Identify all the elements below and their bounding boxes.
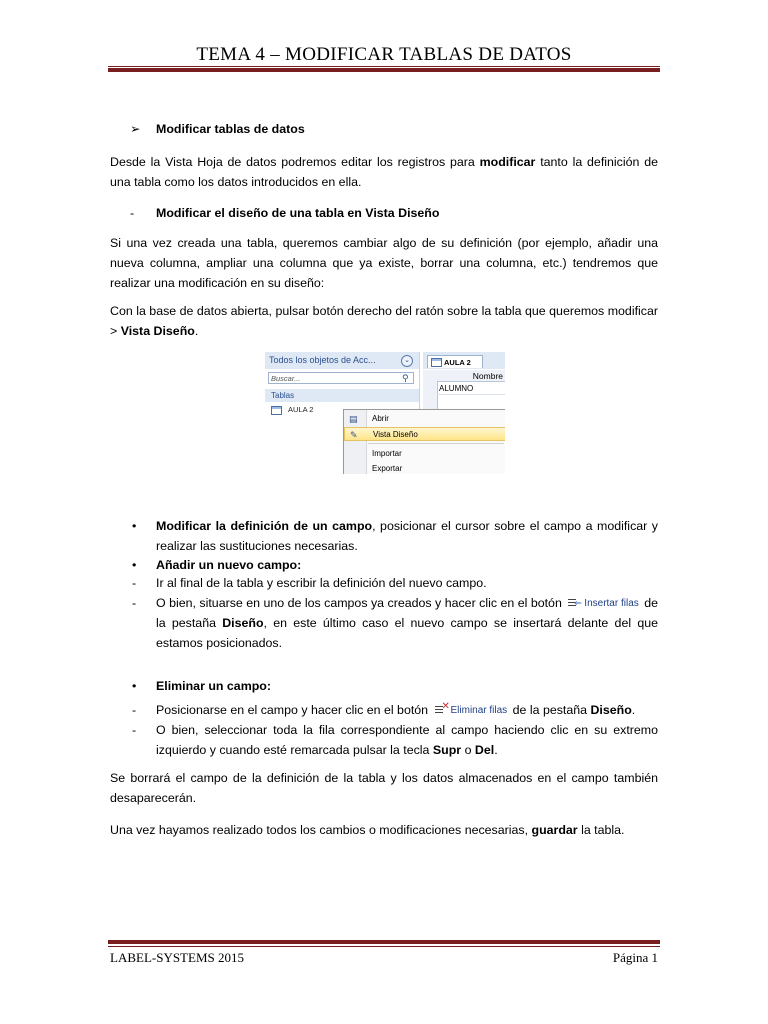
list-item-text: Ir al final de la tabla y escribir la definición del nuevo campo.	[156, 576, 487, 590]
section-heading	[110, 119, 658, 139]
intro-paragraph	[110, 152, 658, 192]
menu-item-open-label: Abrir	[372, 414, 389, 423]
list-item-bold: Eliminar un campo:	[156, 679, 271, 693]
list-item-bold: Del	[474, 743, 495, 757]
context-menu	[343, 409, 505, 474]
access-screenshot	[265, 352, 505, 474]
list-item	[110, 593, 658, 653]
column-header[interactable]: Nombre	[437, 370, 505, 382]
search-placeholder: Buscar...	[271, 374, 301, 383]
delete-rows-icon: ✕	[434, 704, 448, 716]
bullet-mark: •	[132, 679, 137, 693]
tab-aula-2[interactable]	[427, 355, 483, 368]
para3-text-1: Con la base de datos abierta, pulsar botón derecho del ratón sobre la tabla que queremos modificar >	[110, 304, 658, 338]
insert-rows-button[interactable]	[565, 596, 640, 612]
intro-text-1: Desde la Vista Hoja de datos podremos editar los registros para	[110, 155, 480, 169]
subheading-design-text: Modificar el diseño de una tabla en Vista Diseño	[156, 206, 440, 220]
list-item	[110, 573, 658, 593]
list-item-text: Posicionarse en el campo y hacer clic en el botón	[156, 703, 432, 717]
dash-mark: -	[132, 723, 137, 737]
footer-rule-thick	[108, 940, 660, 944]
page-title: TEMA 4 – MODIFICAR TABLAS DE DATOS	[196, 44, 572, 65]
menu-item-export[interactable]	[344, 462, 505, 474]
dash-mark: -	[132, 703, 137, 717]
nav-item-table-label: AULA 2	[288, 405, 314, 414]
intro-bold: modificar	[479, 155, 536, 169]
para3-text-2: .	[194, 324, 199, 338]
search-icon[interactable]: ⚲	[402, 373, 409, 383]
list-item-text: o	[461, 743, 475, 757]
table-icon	[271, 406, 282, 415]
para3-bold: Vista Diseño	[120, 324, 195, 338]
bullet-mark: •	[132, 558, 137, 572]
menu-item-design-view-label: Vista Diseño	[373, 430, 418, 439]
list-item-bold: Diseño	[222, 616, 264, 630]
list-item-bold: Añadir un nuevo campo:	[156, 558, 302, 572]
chevron-down-icon[interactable]: ⌄	[401, 355, 413, 367]
dash-mark: -	[132, 576, 137, 590]
list-item	[110, 555, 658, 575]
group-header-tables[interactable]: Tablas	[265, 389, 419, 402]
dash-mark: -	[132, 596, 137, 610]
list-item-text: , posicionar el cursor sobre el campo a modificar y realizar las sustituciones necesarias.	[156, 519, 658, 553]
insert-rows-label: Insertar filas	[584, 597, 639, 609]
paragraph-delete-result: Se borrará el campo de la definición de la tabla y los datos almacenados en el campo también desaparecerán.	[110, 771, 658, 805]
paragraph-open	[110, 301, 658, 341]
intro-text-2: tanto la definición de una tabla como los datos introducidos en ella.	[110, 155, 658, 189]
list-item-bold: Modificar la definición de un campo	[156, 519, 373, 533]
list-item-text: .	[631, 703, 636, 717]
insert-rows-icon: ⇐	[567, 597, 581, 609]
page-number: Página 1	[612, 950, 658, 965]
list-item-text: .	[494, 743, 498, 757]
search-input[interactable]	[268, 372, 414, 384]
paragraph-definition: Si una vez creada una tabla, queremos cambiar algo de su definición (por ejemplo, añadir una nueva columna, ampliar una columna que ya existe, borrar una columna, etc.) tendremos que realizar una modificación en su diseño:	[110, 236, 658, 290]
list-item-bold: Supr	[432, 743, 462, 757]
menu-item-import-label: Importar	[372, 449, 402, 458]
paragraph-save	[110, 820, 658, 840]
design-view-icon: ✎	[350, 430, 358, 440]
para5-text-2: la tabla.	[577, 823, 625, 837]
para5-bold: guardar	[531, 823, 578, 837]
list-item	[110, 516, 658, 556]
menu-item-export-label: Exportar	[372, 464, 403, 473]
list-item-text: O bien, situarse en uno de los campos ya creados y hacer clic en el botón	[156, 596, 566, 610]
delete-rows-button[interactable]	[432, 703, 510, 719]
list-item-text: de la pestaña	[509, 703, 591, 717]
menu-item-open[interactable]	[344, 412, 505, 426]
list-item-text: de la pestaña	[156, 596, 659, 630]
bullet-mark: •	[132, 519, 137, 533]
list-item	[110, 676, 658, 696]
nav-item-table[interactable]	[271, 404, 313, 415]
list-item-text: O bien, seleccionar toda la fila correspondiente al campo haciendo clic en su extremo izquierdo y cuando esté remarcada pulsar la tecla	[156, 723, 658, 757]
menu-separator	[368, 443, 504, 444]
list-item	[110, 700, 658, 720]
dash-mark: -	[130, 206, 135, 220]
header-rule-thick	[108, 68, 660, 72]
menu-item-import[interactable]	[344, 447, 505, 461]
para5-text-1: Una vez hayamos realizado todos los cambios o modificaciones necesarias,	[110, 823, 532, 837]
menu-item-design-view[interactable]	[344, 427, 505, 441]
nav-pane-title: Todos los objetos de Acc...	[269, 355, 376, 365]
footer-left: LABEL-SYSTEMS 2015	[110, 950, 244, 965]
list-item-bold: Diseño	[590, 703, 632, 717]
arrow-bullet-icon: ➢	[130, 122, 141, 136]
open-icon: ▤	[349, 414, 358, 424]
footer-rule-thin	[108, 946, 660, 947]
table-icon	[431, 358, 442, 367]
delete-rows-label: Eliminar filas	[450, 704, 508, 716]
subheading-design	[110, 203, 658, 223]
table-cell[interactable]: ALUMNO	[437, 383, 505, 395]
list-item	[110, 720, 658, 760]
tab-aula-2-label: AULA 2	[444, 358, 471, 367]
list-item-text: , en este último caso el nuevo campo se insertará delante del que estamos posicionados.	[156, 616, 658, 650]
nav-pane-header[interactable]	[265, 352, 419, 369]
header-rule-thin	[108, 66, 660, 67]
section-heading-text: Modificar tablas de datos	[156, 122, 305, 136]
